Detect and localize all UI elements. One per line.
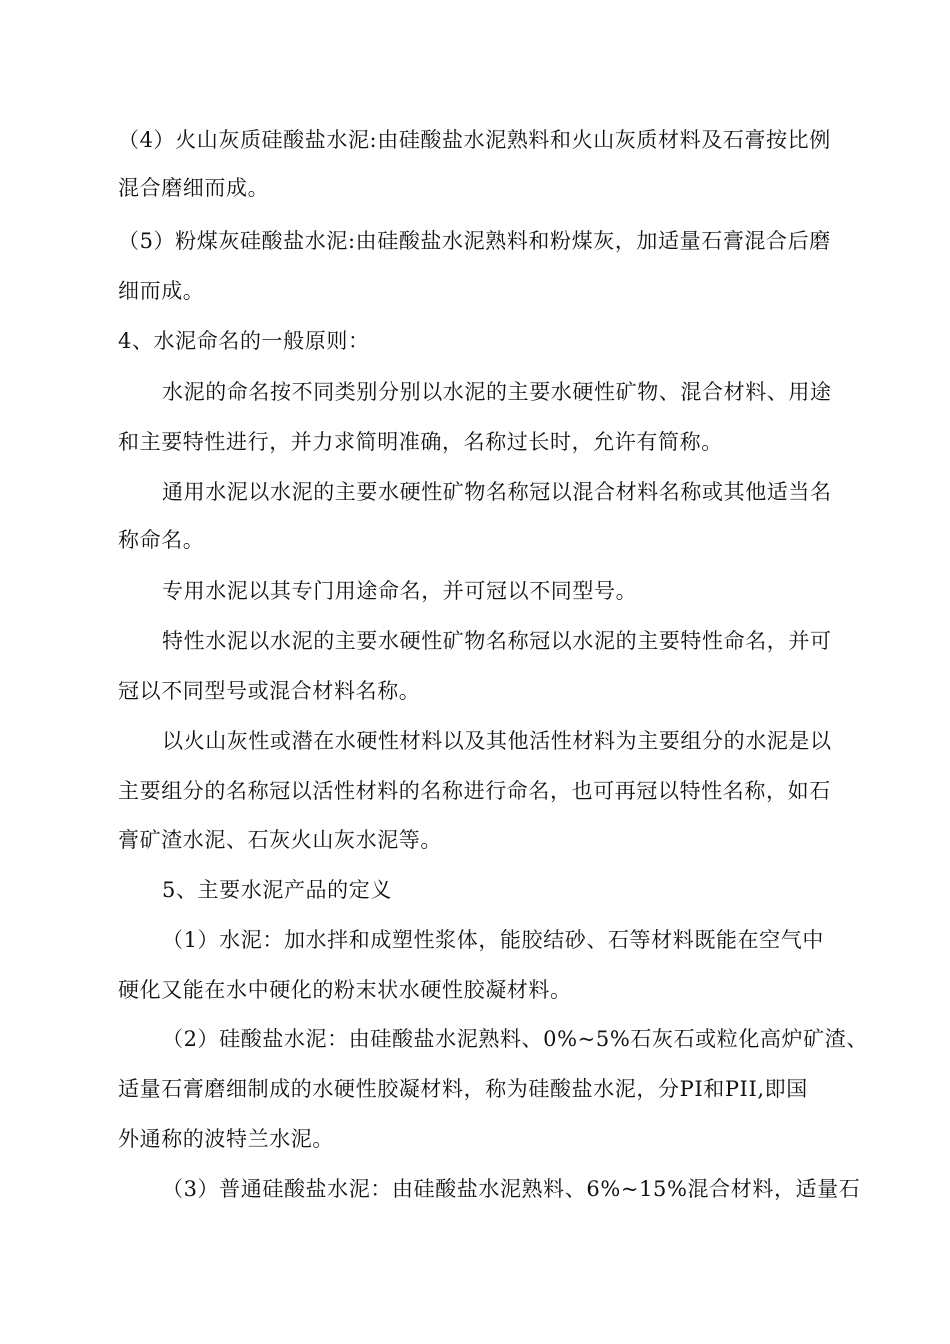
text-line: 膏矿渣水泥、石灰火山灰水泥等。 [118, 828, 442, 852]
text-line: 水泥的命名按不同类别分别以水泥的主要水硬性矿物、混合材料、用途 [162, 380, 832, 404]
text-line: （4）火山灰质硅酸盐水泥:由硅酸盐水泥熟料和火山灰质材料及石膏按比例 [118, 128, 831, 152]
text-line: 特性水泥以水泥的主要水硬性矿物名称冠以水泥的主要特性命名，并可 [162, 629, 832, 653]
text-line: 以火山灰性或潜在水硬性材料以及其他活性材料为主要组分的水泥是以 [162, 729, 832, 753]
text-line: 称命名。 [118, 528, 205, 552]
text-line: 混合磨细而成。 [118, 176, 270, 200]
text-line: （5）粉煤灰硅酸盐水泥:由硅酸盐水泥熟料和粉煤灰，加适量石膏混合后磨 [118, 229, 831, 253]
text-line: 冠以不同型号或混合材料名称。 [118, 679, 421, 703]
text-line: （1）水泥：加水拌和成塑性浆体，能胶结砂、石等材料既能在空气中 [162, 928, 824, 952]
text-line: 适量石膏磨细制成的水硬性胶凝材料，称为硅酸盐水泥，分PI和PII,即国 [118, 1077, 808, 1101]
text-line: 硬化又能在水中硬化的粉末状水硬性胶凝材料。 [118, 978, 572, 1002]
text-line: 和主要特性进行，并力求简明准确，名称过长时，允许有简称。 [118, 430, 723, 454]
text-line: 主要组分的名称冠以活性材料的名称进行命名，也可再冠以特性名称，如石 [118, 779, 831, 803]
text-line: 外通称的波特兰水泥。 [118, 1127, 334, 1151]
text-line: 通用水泥以水泥的主要水硬性矿物名称冠以混合材料名称或其他适当名 [162, 480, 832, 504]
text-line: 专用水泥以其专门用途命名，并可冠以不同型号。 [162, 579, 638, 603]
section-heading: 4、水泥命名的一般原则： [118, 329, 370, 353]
text-line: （3）普通硅酸盐水泥：由硅酸盐水泥熟料、6%~15%混合材料，适量石 [162, 1177, 861, 1201]
text-line: 细而成。 [118, 279, 205, 303]
section-heading: 5、主要水泥产品的定义 [162, 878, 392, 902]
text-line: （2）硅酸盐水泥：由硅酸盐水泥熟料、0%~5%石灰石或粒化高炉矿渣、 [162, 1027, 868, 1051]
